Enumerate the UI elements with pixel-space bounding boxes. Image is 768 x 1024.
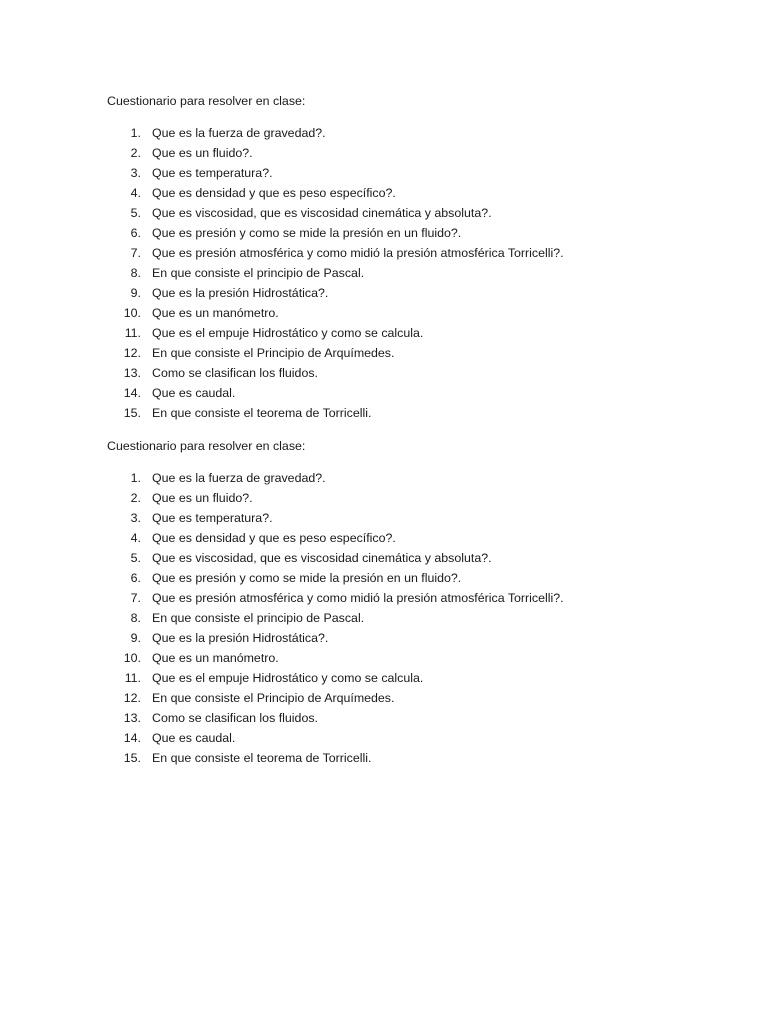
- list-item-number: 15.: [123, 406, 141, 420]
- list-item: [107, 203, 707, 223]
- list-item-text: Que es temperatura?.: [152, 511, 273, 525]
- list-item-number: 11.: [124, 671, 141, 685]
- list-item: [107, 748, 707, 768]
- section-title: Cuestionario para resolver en clase:: [107, 94, 306, 108]
- list-item-text: En que consiste el teorema de Torricelli.: [152, 406, 372, 420]
- list-item: [107, 143, 707, 163]
- list-item-number: 15.: [123, 751, 141, 765]
- list-item: [107, 508, 707, 528]
- list-item-text: Que es la presión Hidrostática?.: [152, 286, 329, 300]
- list-item: [107, 263, 707, 283]
- list-item: [107, 303, 707, 323]
- list-item-number: 3.: [130, 511, 141, 525]
- list-item: [107, 528, 707, 548]
- list-item-text: Que es densidad y que es peso específico?.: [152, 186, 396, 200]
- list-item-text: Que es presión y como se mide la presión en un fluido?.: [152, 571, 462, 585]
- list-item-text: Que es caudal.: [152, 731, 236, 745]
- list-item-text: Que es presión atmosférica y como midió la presión atmosférica Torricelli?.: [152, 246, 564, 260]
- list-item: [107, 163, 707, 183]
- list-item-text: Que es un fluido?.: [152, 491, 253, 505]
- list-item-number: 3.: [130, 166, 141, 180]
- list-item: [107, 588, 707, 608]
- list-item-text: Que es viscosidad, que es viscosidad cinemática y absoluta?.: [152, 551, 492, 565]
- question-list: [107, 468, 707, 768]
- list-item: [107, 323, 707, 343]
- list-item-text: En que consiste el Principio de Arquímedes.: [152, 691, 395, 705]
- list-item-text: Que es viscosidad, que es viscosidad cinemática y absoluta?.: [152, 206, 492, 220]
- list-item: [107, 223, 707, 243]
- list-item: [107, 488, 707, 508]
- list-item-text: Que es un fluido?.: [152, 146, 253, 160]
- list-item-number: 7.: [130, 591, 141, 605]
- list-item-text: En que consiste el Principio de Arquímedes.: [152, 346, 395, 360]
- list-item: [107, 468, 707, 488]
- list-item-text: Como se clasifican los fluidos.: [152, 366, 318, 380]
- list-item-text: Que es densidad y que es peso específico?.: [152, 531, 396, 545]
- list-item-number: 7.: [130, 246, 141, 260]
- list-item-number: 13.: [123, 366, 141, 380]
- list-item: [107, 708, 707, 728]
- list-item-number: 1.: [130, 471, 141, 485]
- list-item-number: 6.: [130, 571, 141, 585]
- list-item-text: Que es temperatura?.: [152, 166, 273, 180]
- list-item-number: 8.: [130, 266, 141, 280]
- list-item-text: Que es caudal.: [152, 386, 236, 400]
- list-item-number: 2.: [130, 491, 141, 505]
- list-item-text: Que es la presión Hidrostática?.: [152, 631, 329, 645]
- list-item-text: Que es un manómetro.: [152, 651, 279, 665]
- list-item-number: 2.: [130, 146, 141, 160]
- list-item-number: 9.: [130, 286, 141, 300]
- list-item-number: 12.: [123, 691, 141, 705]
- list-item: [107, 608, 707, 628]
- list-item-text: Como se clasifican los fluidos.: [152, 711, 318, 725]
- list-item-text: En que consiste el teorema de Torricelli.: [152, 751, 372, 765]
- list-item-text: En que consiste el principio de Pascal.: [152, 266, 365, 280]
- list-item-number: 6.: [130, 226, 141, 240]
- list-item: [107, 628, 707, 648]
- list-item-number: 5.: [130, 551, 141, 565]
- list-item-number: 10.: [123, 651, 141, 665]
- list-item-text: Que es la fuerza de gravedad?.: [152, 471, 326, 485]
- list-item-number: 14.: [123, 386, 141, 400]
- list-item-text: En que consiste el principio de Pascal.: [152, 611, 365, 625]
- section-title: Cuestionario para resolver en clase:: [107, 439, 306, 453]
- list-item-text: Que es presión y como se mide la presión en un fluido?.: [152, 226, 462, 240]
- list-item-number: 10.: [123, 306, 141, 320]
- list-item: [107, 728, 707, 748]
- list-item-number: 11.: [124, 326, 141, 340]
- list-item-text: Que es presión atmosférica y como midió la presión atmosférica Torricelli?.: [152, 591, 564, 605]
- list-item: [107, 363, 707, 383]
- list-item: [107, 568, 707, 588]
- questionnaire-section: [107, 436, 707, 768]
- list-item-number: 12.: [123, 346, 141, 360]
- list-item-number: 4.: [130, 531, 141, 545]
- list-item: [107, 403, 707, 423]
- list-item: [107, 648, 707, 668]
- list-item: [107, 383, 707, 403]
- list-item-text: Que es la fuerza de gravedad?.: [152, 126, 326, 140]
- list-item-number: 14.: [123, 731, 141, 745]
- list-item-number: 9.: [130, 631, 141, 645]
- list-item: [107, 668, 707, 688]
- list-item-number: 4.: [130, 186, 141, 200]
- list-item-number: 5.: [130, 206, 141, 220]
- list-item: [107, 548, 707, 568]
- question-list: [107, 123, 707, 423]
- list-item: [107, 243, 707, 263]
- list-item-number: 13.: [123, 711, 141, 725]
- list-item-text: Que es el empuje Hidrostático y como se calcula.: [152, 326, 424, 340]
- list-item: [107, 343, 707, 363]
- list-item: [107, 688, 707, 708]
- list-item: [107, 123, 707, 143]
- list-item-text: Que es un manómetro.: [152, 306, 279, 320]
- list-item-number: 1.: [130, 126, 141, 140]
- list-item-number: 8.: [130, 611, 141, 625]
- list-item: [107, 283, 707, 303]
- list-item-text: Que es el empuje Hidrostático y como se calcula.: [152, 671, 424, 685]
- list-item: [107, 183, 707, 203]
- questionnaire-section: [107, 91, 707, 423]
